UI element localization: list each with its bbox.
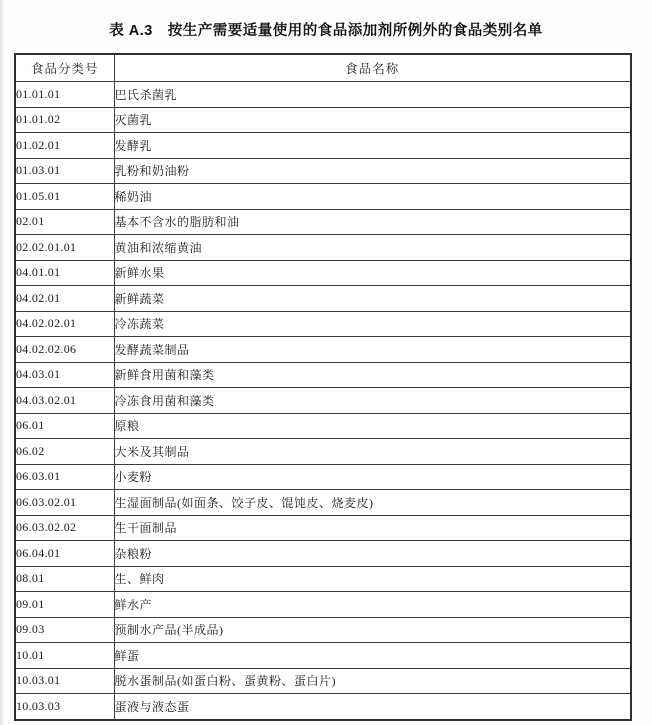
table-row	[15, 235, 631, 261]
food-category-code: 10.01	[15, 643, 114, 669]
food-category-code: 02.01	[15, 209, 114, 235]
food-name: 蛋液与液态蛋	[114, 694, 631, 720]
food-name: 基本不含水的脂肪和油	[114, 209, 631, 235]
table-row	[15, 362, 631, 388]
food-category-code: 04.02.02.01	[15, 311, 114, 337]
food-name: 生、鲜肉	[114, 566, 631, 592]
table-row	[15, 490, 631, 516]
table-title: 表 A.3 按生产需要适量使用的食品添加剂所例外的食品类别名单	[109, 23, 543, 39]
food-name: 生湿面制品(如面条、饺子皮、馄饨皮、烧麦皮)	[114, 490, 631, 516]
food-category-code: 01.02.01	[15, 133, 114, 159]
food-category-code: 06.03.02.02	[15, 515, 114, 541]
food-name: 发酵蔬菜制品	[114, 337, 631, 363]
food-name: 鲜蛋	[114, 643, 631, 669]
table-row	[15, 592, 631, 618]
food-category-code: 06.03.01	[15, 464, 114, 490]
food-category-code: 04.02.01	[15, 286, 114, 312]
food-category-code: 06.03.02.01	[15, 490, 114, 516]
column-header-food-name: 食品名称	[114, 54, 631, 82]
food-category-code: 04.03.01	[15, 362, 114, 388]
food-category-table	[14, 53, 632, 721]
table-row	[15, 209, 631, 235]
food-name: 杂粮粉	[114, 541, 631, 567]
food-category-code: 02.02.01.01	[15, 235, 114, 261]
food-name: 大米及其制品	[114, 439, 631, 465]
food-category-code: 10.03.03	[15, 694, 114, 720]
food-name: 冷冻蔬菜	[114, 311, 631, 337]
table-row	[15, 133, 631, 159]
column-header-food-category-code: 食品分类号	[15, 54, 114, 82]
food-category-code: 04.03.02.01	[15, 388, 114, 414]
table-row	[15, 643, 631, 669]
food-name: 鲜水产	[114, 592, 631, 618]
table-row	[15, 286, 631, 312]
food-name: 稀奶油	[114, 184, 631, 210]
food-name: 巴氏杀菌乳	[114, 82, 631, 108]
food-category-code: 06.01	[15, 413, 114, 439]
table-row	[15, 541, 631, 567]
table-row	[15, 184, 631, 210]
table-row	[15, 82, 631, 108]
food-category-code: 04.01.01	[15, 260, 114, 286]
table-row	[15, 413, 631, 439]
table-row	[15, 311, 631, 337]
food-name: 新鲜水果	[114, 260, 631, 286]
table-row	[15, 107, 631, 133]
food-category-code: 06.04.01	[15, 541, 114, 567]
table-body	[15, 82, 631, 720]
table-row	[15, 515, 631, 541]
food-name: 乳粉和奶油粉	[114, 158, 631, 184]
table-row	[15, 566, 631, 592]
food-category-code: 01.03.01	[15, 158, 114, 184]
food-name: 灭菌乳	[114, 107, 631, 133]
table-row	[15, 694, 631, 720]
food-name: 新鲜食用菌和藻类	[114, 362, 631, 388]
food-name: 新鲜蔬菜	[114, 286, 631, 312]
table-row	[15, 388, 631, 414]
table-row	[15, 158, 631, 184]
food-name: 脱水蛋制品(如蛋白粉、蛋黄粉、蛋白片)	[114, 668, 631, 694]
food-category-code: 04.02.02.06	[15, 337, 114, 363]
food-category-code: 09.01	[15, 592, 114, 618]
food-name: 原粮	[114, 413, 631, 439]
food-name: 小麦粉	[114, 464, 631, 490]
food-category-code: 10.03.01	[15, 668, 114, 694]
table-row	[15, 617, 631, 643]
food-category-code: 09.03	[15, 617, 114, 643]
food-name: 黄油和浓缩黄油	[114, 235, 631, 261]
food-name: 冷冻食用菌和藻类	[114, 388, 631, 414]
food-name: 预制水产品(半成品)	[114, 617, 631, 643]
food-category-code: 06.02	[15, 439, 114, 465]
table-row	[15, 337, 631, 363]
food-category-code: 01.01.01	[15, 82, 114, 108]
food-category-code: 01.05.01	[15, 184, 114, 210]
table-header-row	[15, 54, 631, 82]
table-row	[15, 464, 631, 490]
food-name: 生干面制品	[114, 515, 631, 541]
food-name: 发酵乳	[114, 133, 631, 159]
food-category-code: 01.01.02	[15, 107, 114, 133]
table-row	[15, 439, 631, 465]
food-category-code: 08.01	[15, 566, 114, 592]
table-row	[15, 260, 631, 286]
table-row	[15, 668, 631, 694]
